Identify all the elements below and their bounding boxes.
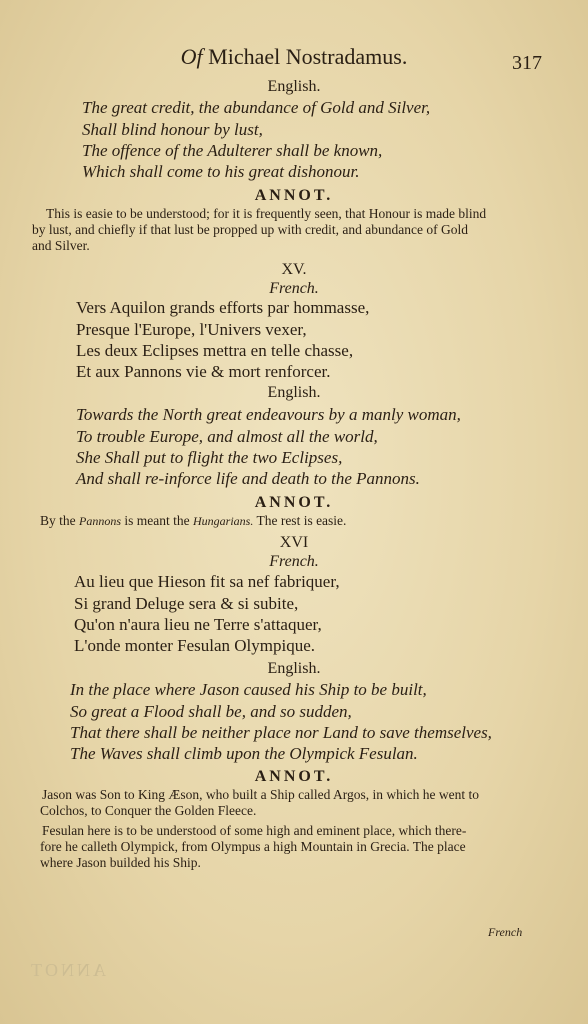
- annot-line: Jason was Son to King Æson, who built a Ship called Argos, in which he went to: [42, 787, 479, 802]
- catchword: French: [488, 925, 523, 939]
- verse-line: Au lieu que Hieson fit sa nef fabriquer,: [74, 572, 340, 591]
- page-number: 317: [512, 52, 542, 74]
- verse-line: To trouble Europe, and almost all the world,: [76, 427, 378, 446]
- verse-line: L'onde monter Fesulan Olympique.: [74, 636, 316, 655]
- verse-line: The Waves shall climb upon the Olympick Fesulan.: [70, 744, 418, 763]
- verse-line: She Shall put to flight the two Eclipses,: [76, 448, 343, 467]
- annot-heading: ANNOT.: [254, 494, 334, 511]
- bleed-through-text: ANNOT: [28, 960, 106, 980]
- verse-line: Les deux Eclipses mettra en telle chasse,: [76, 341, 354, 360]
- verse-line: Towards the North great endeavours by a manly woman,: [76, 405, 461, 424]
- annot-heading: ANNOT.: [254, 768, 334, 785]
- french-label: French.: [269, 553, 319, 570]
- annot-italic: Pannons: [79, 514, 121, 528]
- verse-line: So great a Flood shall be, and so sudden,: [70, 702, 352, 721]
- annot-line: and Silver.: [32, 238, 90, 253]
- running-head-of: Of: [180, 44, 203, 69]
- quatrain-number: XVI: [279, 534, 309, 551]
- annot-heading: ANNOT.: [254, 187, 334, 204]
- quatrain-number: XV.: [281, 261, 307, 278]
- verse-line: In the place where Jason caused his Ship to be built,: [70, 680, 427, 699]
- english-label: English.: [267, 384, 321, 401]
- english-label: English.: [267, 78, 321, 95]
- verse-line: Qu'on n'aura lieu ne Terre s'attaquer,: [74, 615, 322, 634]
- running-head: [0, 44, 588, 70]
- verse-line: The offence of the Adulterer shall be known,: [82, 141, 383, 160]
- annot-line: fore he calleth Olympick, from Olympus a high Mountain in Grecia. The place: [40, 839, 466, 854]
- annot-line: where Jason builded his Ship.: [40, 855, 201, 870]
- annot-line: Colchos, to Conquer the Golden Fleece.: [40, 803, 257, 818]
- annot-text: The rest is easie.: [253, 513, 347, 528]
- verse-line: And shall re-inforce life and death to the Pannons.: [76, 469, 420, 488]
- english-label: English.: [267, 660, 321, 677]
- verse-line: Et aux Pannons vie & mort renforcer.: [76, 362, 331, 381]
- running-head-title: Michael Nostradamus.: [202, 44, 408, 69]
- annot-text: By the: [40, 513, 79, 528]
- verse-line: Shall blind honour by lust,: [82, 120, 263, 139]
- verse-line: Presque l'Europe, l'Univers vexer,: [76, 320, 307, 339]
- annot-italic: Hungarians.: [192, 514, 254, 528]
- french-label: French.: [269, 280, 319, 297]
- verse-line: Si grand Deluge sera & si subite,: [74, 594, 299, 613]
- verse-line: Vers Aquilon grands efforts par hommasse,: [76, 298, 370, 317]
- annot-line: Fesulan here is to be understood of some high and eminent place, which there-: [42, 823, 467, 838]
- annot-text: is meant the: [121, 513, 193, 528]
- annot-line: [40, 513, 346, 529]
- annot-line: by lust, and chiefly if that lust be propped up with credit, and abundance of Gold: [32, 222, 469, 237]
- verse-line: Which shall come to his great dishonour.: [82, 162, 360, 181]
- annot-line: This is easie to be understood; for it is frequently seen, that Honour is made blind: [46, 206, 487, 221]
- verse-line: The great credit, the abundance of Gold and Silver,: [82, 98, 431, 117]
- verse-line: That there shall be neither place nor Land to save themselves,: [70, 723, 492, 742]
